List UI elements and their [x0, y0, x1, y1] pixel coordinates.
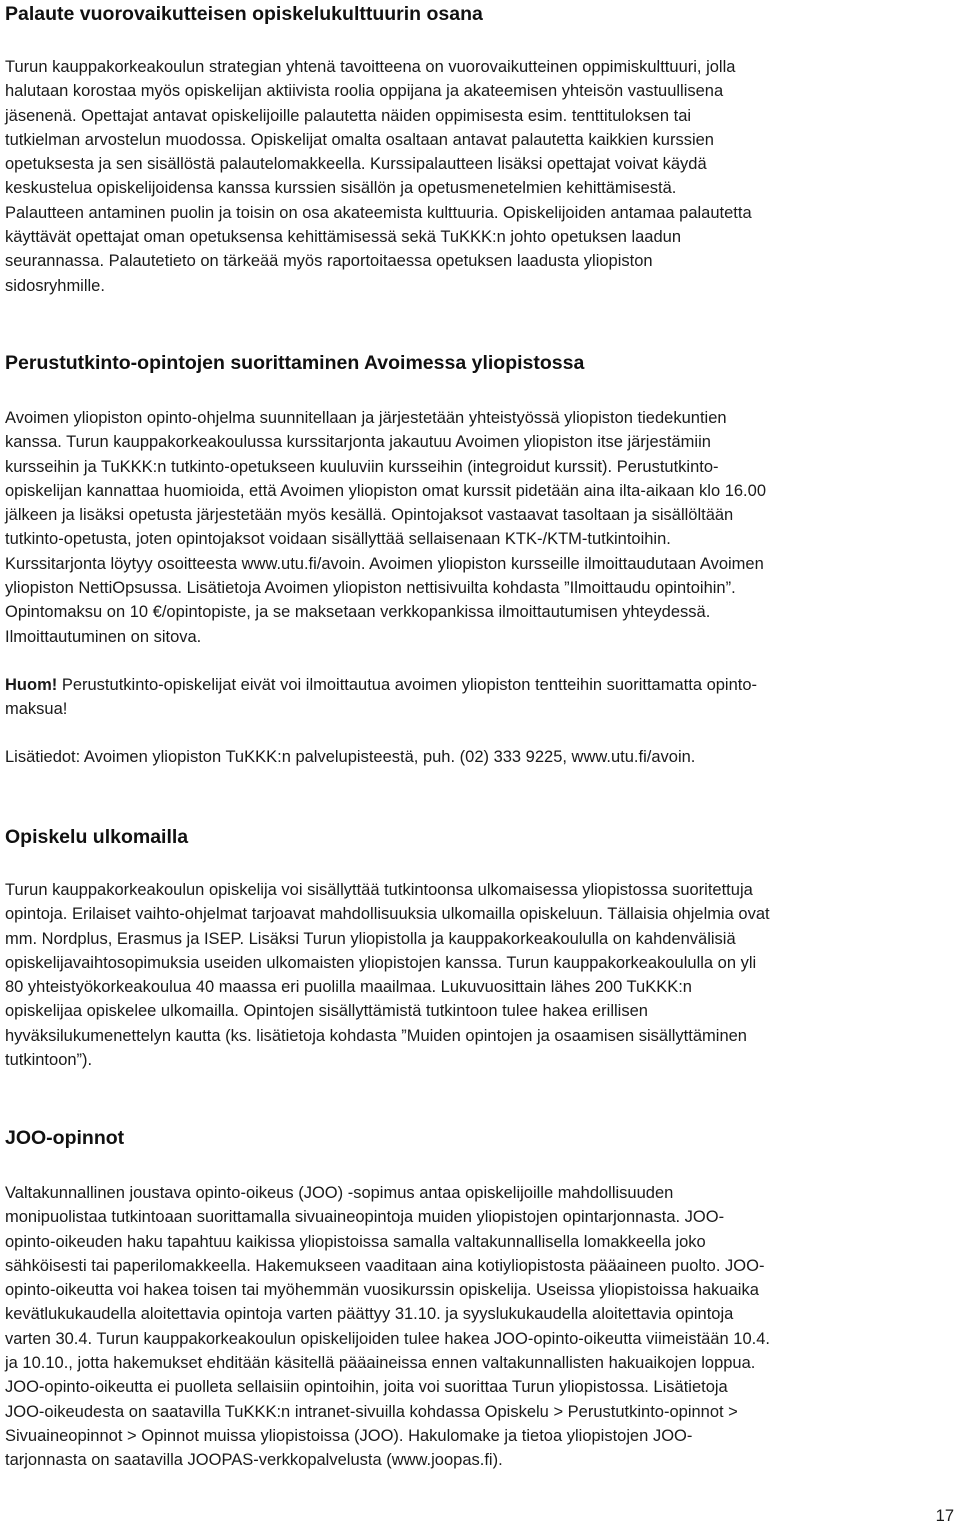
section-heading: Perustutkinto-opintojen suorittaminen Avoimessa yliopistossa [5, 352, 585, 374]
text-line: Turun kauppakorkeakoulun strategian yhtenä tavoitteena on vuorovaikutteinen oppimiskulttuuri, jolla [5, 58, 736, 76]
text-line: maksua! [5, 700, 68, 719]
text-line: keskustelua opiskelijoidensa kanssa kurssien sisällön ja opetusmenetelmien kehittämisestä. [5, 179, 677, 198]
text-line: 80 yhteistyökorkeakoulua 40 maassa eri puolilla maailmaa. Lukuvuosittain lähes 200 TuKKK:n [5, 978, 692, 997]
text-line: Avoimen yliopiston opinto-ohjelma suunnitellaan ja järjestetään yhteistyössä yliopiston tiedekuntien [5, 409, 727, 427]
text-line: jälkeen ja lisäksi opetusta järjestetään myös kesällä. Opintojaksot vastaavat tasoltaan ja sisällöltään [5, 506, 734, 525]
text-line: Sivuaineopinnot > Opinnot muissa yliopistoissa (JOO). Hakulomake ja tietoa yliopistojen JOO- [5, 1426, 693, 1445]
text-line: halutaan korostaa myös opiskelijan aktiivista roolia oppijana ja akateemisen yhteisön vastuullisena [5, 82, 724, 101]
text-line: Lisätiedot: Avoimen yliopiston TuKKK:n palvelupisteestä, puh. (02) 333 9225, www.utu.fi/avoin. [5, 748, 696, 766]
section-paragraph [5, 55, 752, 298]
page-number: 17 [935, 1507, 954, 1525]
text-line: opinto-oikeuden haku tapahtuu kaikissa yliopistoissa samalla valtakunnallisella lomakkeella joko [5, 1232, 706, 1251]
text-line: seurannassa. Palautetieto on tärkeää myös raportoitaessa opetuksen laadusta yliopiston [5, 252, 653, 271]
info-paragraph [5, 745, 695, 769]
text-line: tarjonnasta on saatavilla JOOPAS-verkkopalvelusta (www.joopas.fi). [5, 1451, 503, 1470]
text-line: opetuksesta ja sen sisällöstä palautelomakkeella. Kurssipalautteen lisäksi opettajat voivat käydä [5, 155, 707, 174]
text-line: mm. Nordplus, Erasmus ja ISEP. Lisäksi Turun yliopistolla ja kauppakorkeakoululla on kahdenvälisiä [5, 929, 736, 948]
text-line: Turun kauppakorkeakoulun opiskelija voi sisällyttää tutkintoonsa ulkomaisessa yliopistossa suoritettuja [5, 881, 753, 899]
text-line: yliopiston NettiOpsussa. Lisätietoja Avoimen yliopiston nettisivuilta kohdasta ”Ilmoittaudu opintoihin”. [5, 579, 736, 598]
section-heading: Opiskelu ulkomailla [5, 826, 189, 848]
text-line: monipuolistaa tutkintoaan suorittamalla sivuaineopintoja muiden yliopistojen opintarjonnasta. JOO- [5, 1208, 725, 1227]
text-line: tutkielman arvostelun muodossa. Opiskelijat omalta osaltaan antavat palautetta kaikkien kurssien [5, 130, 714, 149]
note-label: Huom! [5, 676, 58, 694]
text-line: opiskelijavaihtosopimuksia useiden ulkomaisten yliopistojen kanssa. Turun kauppakorkeakoululla on yli [5, 953, 757, 972]
text-line: tutkintoon”). [5, 1051, 93, 1070]
text-line: Opintomaksu on 10 €/opintopiste, ja se maksetaan verkkopankissa ilmoittautumisen yhteydessä. [5, 603, 711, 622]
text-line: Kurssitarjonta löytyy osoitteesta www.utu.fi/avoin. Avoimen yliopiston kursseille ilmoittaudutaan Avoimen [5, 554, 764, 573]
text-line [5, 673, 757, 697]
section-paragraph [5, 878, 770, 1072]
text-line: sidosryhmille. [5, 276, 105, 295]
text-line: JOO-oikeudesta on saatavilla TuKKK:n intranet-sivuilla kohdassa Opiskelu > Perustutkinto-opinnot > [5, 1402, 738, 1421]
text-line: tutkinto-opetusta, joten opintojaksot voidaan sisällyttää sellaisenaan KTK-/KTM-tutkintoihin. [5, 530, 671, 549]
text-line: opinto-oikeutta voi hakea toisen tai myöhemmän vuosikurssin opiskelija. Useissa yliopistoissa hakuaika [5, 1281, 759, 1300]
text-line: jäsenenä. Opettajat antavat opiskelijoille palautetta näiden oppimisesta esim. tenttituloksen tai [5, 106, 692, 125]
text-line: opiskelijaa opiskelee ulkomailla. Opintojen sisällyttämistä tutkintoon tulee hakea erillisen [5, 1002, 648, 1021]
text-line: kursseihin ja TuKKK:n tutkinto-opetukseen kuuluviin kursseihin (integroidut kurssit). Perustutkinto- [5, 457, 719, 476]
text-line: varten 30.4. Turun kauppakorkeakoulun opiskelijoiden tulee hakea JOO-opinto-oikeutta viimeistään 10.4. [5, 1329, 770, 1348]
section-paragraph [5, 1181, 770, 1473]
text-line: Valtakunnallinen joustava opinto-oikeus (JOO) -sopimus antaa opiskelijoille mahdollisuuden [5, 1184, 674, 1202]
section-heading: Palaute vuorovaikutteisen opiskelukulttuurin osana [5, 3, 483, 25]
text-line: hyväksilukumenettelyn kautta (ks. lisätietoja kohdasta ”Muiden opintojen ja osaamisen sisällyttäminen [5, 1026, 747, 1045]
section-heading: JOO-opinnot [5, 1127, 125, 1149]
note-text: Perustutkinto-opiskelijat eivät voi ilmoittautua avoimen yliopiston tentteihin suorittamatta opinto- [57, 676, 758, 694]
note-paragraph [5, 673, 757, 722]
text-line: opintoja. Erilaiset vaihto-ohjelmat tarjoavat mahdollisuuksia ulkomailla opiskeluun. Tällaisia ohjelmia ovat [5, 905, 770, 924]
text-line: opiskelijan kannattaa huomioida, että Avoimen yliopiston omat kurssit pidetään aina ilta-aikaan klo 16.00 [5, 481, 766, 500]
section-paragraph [5, 406, 766, 649]
text-line: ja 10.10., jotta hakemukset ehditään käsitellä pääaineissa ennen valtakunnallisten hakuaikojen loppua. [5, 1354, 756, 1373]
text-line: kevätlukukaudella aloitettavia opintoja varten päättyy 31.10. ja syyslukukaudella aloitettavia opintoja [5, 1305, 734, 1324]
text-line: Palautteen antaminen puolin ja toisin on osa akateemista kulttuuria. Opiskelijoiden antamaa palautetta [5, 203, 752, 222]
text-line: kanssa. Turun kauppakorkeakoulussa kurssitarjonta jakautuu Avoimen yliopiston itse järjestämiin [5, 433, 711, 452]
text-line: sähköisesti tai paperilomakkeella. Hakemukseen vaaditaan aina kotiyliopistosta pääaineen puolto. JOO- [5, 1256, 765, 1275]
text-line: JOO-opinto-oikeutta ei puolleta sellaisiin opintoihin, joita voi suorittaa Turun yliopistossa. Lisätietoja [5, 1378, 728, 1397]
text-line: käyttävät opettajat oman opetuksensa kehittämisessä sekä TuKKK:n johto opetuksen laadun [5, 228, 682, 247]
text-line: Ilmoittautuminen on sitova. [5, 627, 202, 646]
